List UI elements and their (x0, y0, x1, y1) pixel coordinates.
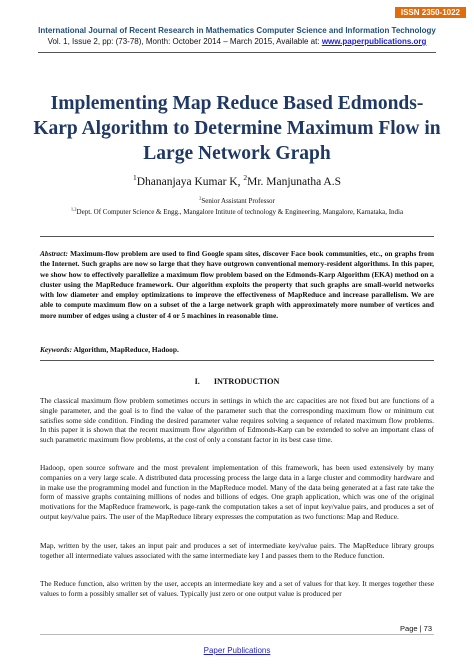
keywords-divider (40, 360, 434, 361)
author2-sup: 2 (243, 173, 248, 183)
affiliation-2-text: Dept. Of Computer Science & Engg., Mangalore Intitute of technology & Engineering, Mangalore, Karnataka, India (76, 208, 404, 216)
section-heading (40, 377, 434, 386)
abstract-divider (40, 236, 434, 237)
authors (20, 175, 454, 189)
paragraph-4: The Reduce function, also written by the user, accepts an intermediate key and a set of values for that key. It merges together these values to form a possibly smaller set of values. Typically just zero or one output value is produced per (40, 579, 434, 598)
footer-publisher: Paper Publications (203, 646, 271, 655)
abstract-text: Maximum-flow problem are used to find Google spam sites, discover Face book communities, etc., on graphs from the Internet. Such graphs are now so large that they have outgrown conventional memory-resident algorithms. In this paper, we show how to effectively parallelize a maximum flow problem based on the Edmonds-Karp Algorithm (EKA) method on a cluster using the MapReduce framework. Our algorithm exploits the property that such graphs are small-world networks with low diameter and employ optimizations to improve the effectiveness of MapReduce and increase parallelism. We are able to compute maximum flow on a subset of the a large network graph with approximately more number of vertices and more number of edges using a cluster of 4 or 5 machines in reasonable time. (40, 249, 434, 320)
paper-title: Implementing Map Reduce Based Edmonds-Karp Algorithm to Determine Maximum Flow in Large Network Graph (33, 93, 441, 164)
keywords (40, 345, 434, 355)
affiliation-1-sup: 2 (199, 195, 202, 201)
journal-header (14, 25, 460, 47)
section-title: INTRODUCTION (213, 377, 280, 386)
issn-badge: ISSN 2350-1022 (395, 7, 466, 18)
affiliation-1-text: Senior Assistant Professor (201, 197, 275, 205)
paragraph-3: Map, written by the user, takes an input pair and produces a set of intermediate key/value pairs. The MapReduce library groups together all intermediate values associated with the same intermediate key I and passes them to the Reduce function. (40, 541, 434, 560)
author1-name: Dhananjaya Kumar K, (136, 176, 241, 188)
affiliation-2-sup: 1,2 (70, 206, 77, 212)
keywords-label: Keywords: (40, 345, 73, 354)
section-number: I. (194, 377, 200, 386)
abstract-label: Abstract: (40, 249, 68, 258)
author1-sup: 1 (132, 173, 137, 183)
paragraph-1: The classical maximum flow problem sometimes occurs in settings in which the arc capacities are not fixed but are functions of a single parameter, and the goal is to find the value of the parameter such that the corresponding maximum flow or minimum cut satisfies some side condition. Finding the desired parameter value requires solving a sequence of related maximum flow problems. In this paper it is shown that the recent maximum flow algorithm of Edmonds-Karp can be extended to solve an important class of such parametric maximum flow problems, at the cost of only a constant factor in its best case time. (40, 396, 434, 445)
abstract (40, 249, 434, 321)
footer-divider (40, 634, 434, 635)
affiliation-2 (10, 208, 464, 216)
volume-line: Vol. 1, Issue 2, pp: (73-78), Month: October 2014 – March 2015, Available at: (47, 37, 320, 46)
header-divider (38, 52, 436, 53)
journal-name: International Journal of Recent Research in Mathematics Computer Science and Information Technology (38, 26, 436, 35)
affiliation-1 (20, 197, 454, 205)
keywords-text: Algorithm, MapReduce, Hadoop. (73, 345, 179, 354)
author2-name: Mr. Manjunatha A.S (247, 176, 342, 188)
journal-url-link[interactable]: www.paperpublications.org (321, 37, 427, 46)
page-number: Page | 73 (400, 624, 432, 633)
paragraph-2: Hadoop, open source software and the most prevalent implementation of this framework, has been used extensively by many companies on a very large scale. A distributed data processing process the large data in a large cluster and commodity hardware and in make use the programming model and function in the MapReduce model. Many of the data being generated at a fast rate take the form of massive graphs containing millions of nodes and billions of edges. One graph application, which was one of the original motivations for the MapReduce framework, is page-rank the computation takes a set of input key/value pairs, and produces a set of output key/value pairs. The user of the MapReduce library expresses the computation as two functions: Map and Reduce. (40, 463, 434, 521)
